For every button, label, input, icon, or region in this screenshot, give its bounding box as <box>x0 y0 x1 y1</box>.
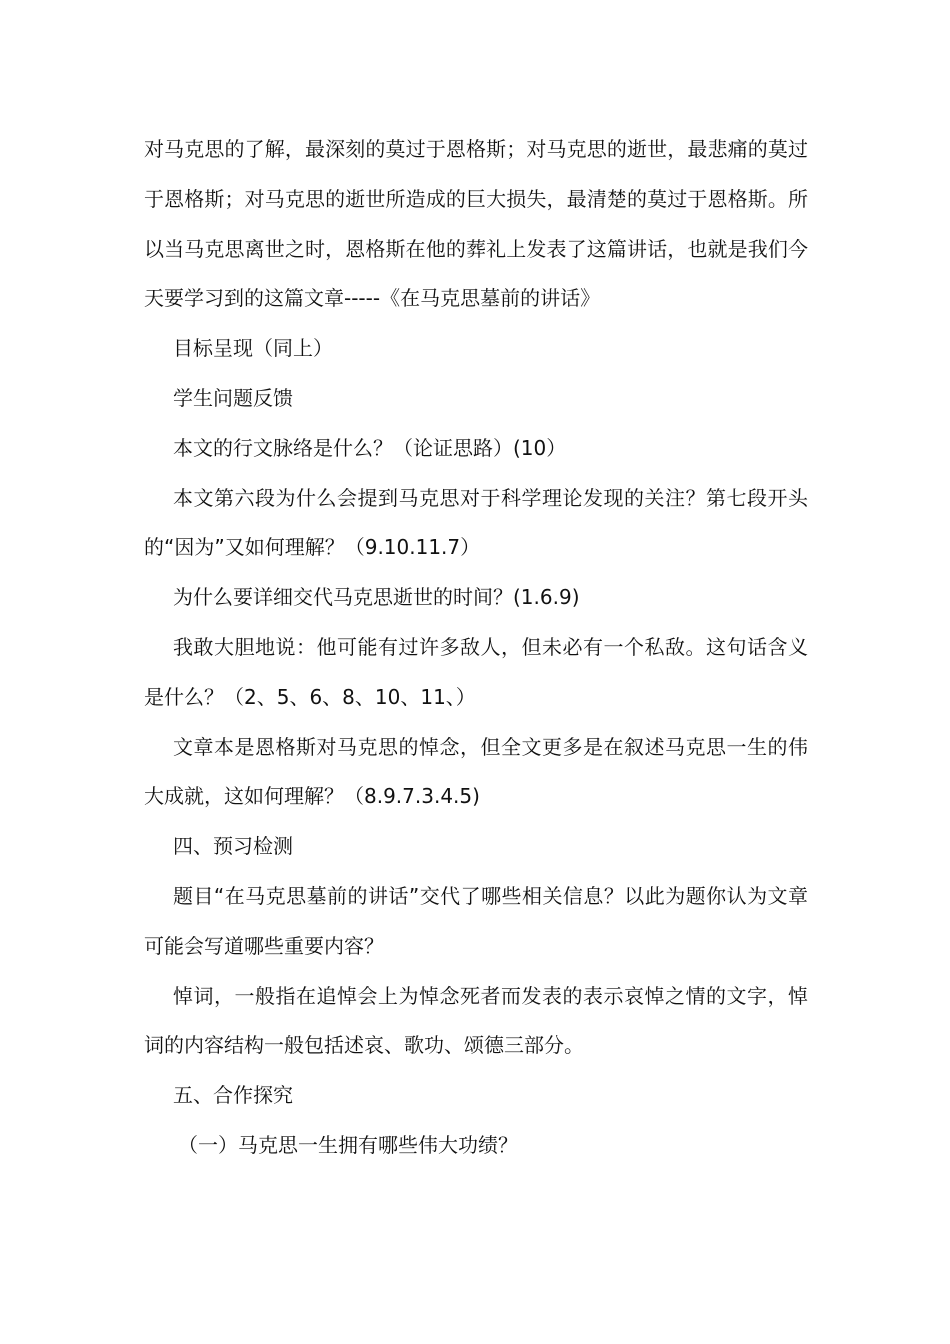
question-3: 为什么要详细交代马克思逝世的时间？(1.6.9) <box>173 585 580 610</box>
eulogy-definition: 悼词，一般指在追悼会上为悼念死者而发表的表示哀悼之情的文字，悼词的内容结构一般包括述哀、歌功、颂德三部分。 <box>144 983 808 1058</box>
feedback-heading: 学生问题反馈 <box>173 385 293 410</box>
intro-paragraph: 对马克思的了解，最深刻的莫过于恩格斯；对马克思的逝世，最悲痛的莫过于恩格斯；对马克思的逝世所造成的巨大损失，最清楚的莫过于恩格斯。所以当马克思离世之时，恩格斯在他的葬礼上发表了这篇讲话，也就是我们今天要学习到的这篇文章-----《在马克思墓前的讲话》 <box>144 137 808 311</box>
subsection-1: （一）马克思一生拥有哪些伟大功绩？ <box>178 1132 518 1157</box>
document-page <box>144 125 808 1171</box>
question-2: 本文第六段为什么会提到马克思对于科学理论发现的关注？第七段开头的“因为”又如何理解？（9.10.11.7） <box>144 485 808 560</box>
goal-line: 目标呈现（同上） <box>173 336 333 361</box>
question-1: 本文的行文脉络是什么？（论证思路）(10） <box>173 435 567 460</box>
preview-question: 题目“在马克思墓前的讲话”交代了哪些相关信息？以此为题你认为文章可能会写道哪些重要内容？ <box>144 883 808 958</box>
question-5: 文章本是恩格斯对马克思的悼念，但全文更多是在叙述马克思一生的伟大成就，这如何理解？（8.9.7.3.4.5) <box>144 734 808 809</box>
section-heading-5: 五、合作探究 <box>173 1083 293 1108</box>
question-4: 我敢大胆地说：他可能有过许多敌人，但未必有一个私敌。这句话含义是什么？（2、5、6、8、10、11、） <box>144 634 808 709</box>
section-heading-4: 四、预习检测 <box>173 834 293 859</box>
